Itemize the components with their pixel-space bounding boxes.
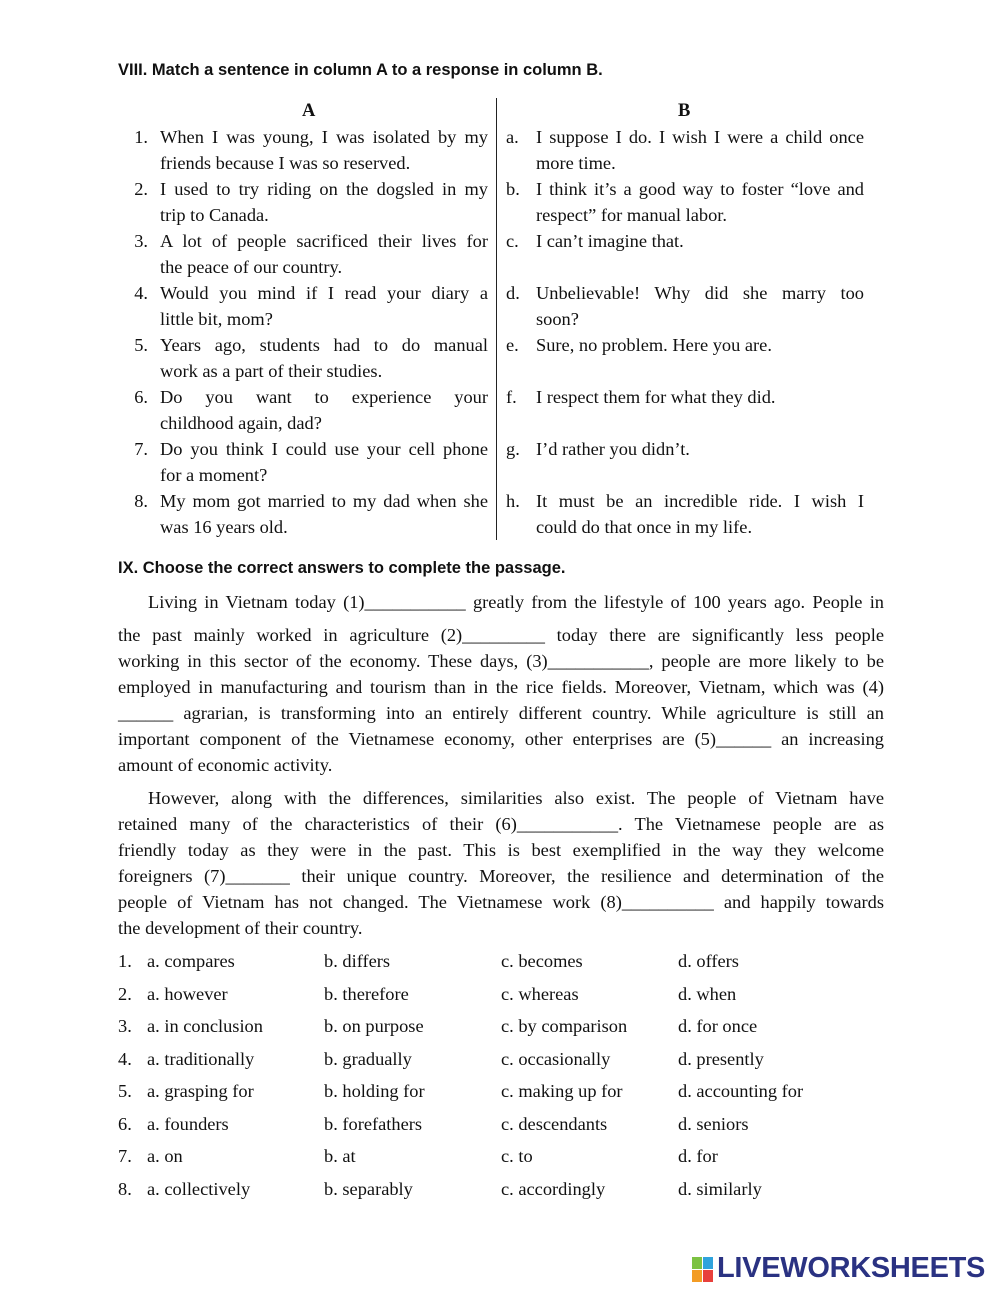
answer-option-d[interactable]: d. presently — [678, 1049, 764, 1069]
passage-line: the past mainly worked in agriculture (2)_________ today there are significantly less people — [118, 625, 884, 645]
question-number: 5. — [118, 1081, 132, 1101]
passage-line: foreigners (7)_______ their unique country. Moreover, the resilience and determination of the — [118, 866, 884, 886]
answer-option-a[interactable]: a. compares — [147, 951, 235, 971]
column-a-sentence-line: When I was young, I was isolated by my — [160, 127, 488, 147]
column-a-number: 3. — [134, 231, 148, 251]
passage-paragraph-1 — [118, 589, 884, 778]
question-number: 7. — [118, 1146, 132, 1166]
answer-option-b[interactable]: b. forefathers — [324, 1114, 423, 1134]
column-a-sentence-line: friends because I was so reserved. — [160, 153, 411, 173]
column-a-sentence-line: work as a part of their studies. — [160, 361, 383, 381]
column-a-sentence-line: Would you mind if I read your diary a — [160, 283, 488, 303]
answer-option-b[interactable]: b. therefore — [324, 984, 409, 1004]
column-a-sentence-line: My mom got married to my dad when she — [160, 491, 488, 511]
answer-option-c[interactable]: c. occasionally — [501, 1049, 611, 1069]
column-a-sentence-line: Do you want to experience your — [160, 387, 488, 407]
answer-option-b[interactable]: b. holding for — [324, 1081, 425, 1101]
column-b-letter: h. — [506, 491, 520, 511]
answer-option-b[interactable]: b. gradually — [324, 1049, 412, 1069]
question-number: 2. — [118, 984, 132, 1004]
column-b-response-line: I respect them for what they did. — [536, 387, 776, 407]
column-a-sentence-line: for a moment? — [160, 465, 268, 485]
column-b-response-line: could do that once in my life. — [536, 517, 753, 537]
answer-option-c[interactable]: c. to — [501, 1146, 533, 1166]
answer-option-a[interactable]: a. traditionally — [147, 1049, 255, 1069]
column-b-response-line: I can’t imagine that. — [536, 231, 684, 251]
column-a-sentence-line: trip to Canada. — [160, 205, 269, 225]
answer-option-c[interactable]: c. accordingly — [501, 1179, 606, 1199]
column-b-response-line: I’d rather you didn’t. — [536, 439, 690, 459]
answer-option-c[interactable]: c. whereas — [501, 984, 579, 1004]
answer-option-d[interactable]: d. for — [678, 1146, 718, 1166]
answer-option-d[interactable]: d. seniors — [678, 1114, 749, 1134]
answer-option-a[interactable]: a. however — [147, 984, 228, 1004]
answer-option-c[interactable]: c. making up for — [501, 1081, 623, 1101]
passage-line: important component of the Vietnamese economy, other enterprises are (5)______ an increasing — [118, 729, 884, 749]
question-number: 1. — [118, 951, 132, 971]
column-a-number: 1. — [134, 127, 148, 147]
passage-line: However, along with the differences, similarities also exist. The people of Vietnam have — [148, 788, 884, 808]
passage-line: friendly today as they were in the past. This is best exemplified in the way they welcome — [118, 840, 884, 860]
column-a-sentence-line: childhood again, dad? — [160, 413, 322, 433]
column-b-letter: d. — [506, 283, 520, 303]
passage-line: Living in Vietnam today (1)___________ greatly from the lifestyle of 100 years ago. People in — [148, 592, 884, 612]
column-a-number: 4. — [134, 283, 148, 303]
section-9-heading: IX. Choose the correct answers to complete the passage. — [118, 559, 566, 577]
passage-paragraph-2 — [118, 785, 884, 941]
column-b-response-line: Unbelievable! Why did she marry too — [536, 283, 864, 303]
passage-line: people of Vietnam has not changed. The Vietnamese work (8)__________ and happily towards — [118, 892, 884, 912]
column-b-letter: c. — [506, 231, 519, 251]
passage-line: working in this sector of the economy. These days, (3)___________, people are more likely to be — [118, 651, 884, 671]
passage-line: employed in manufacturing and tourism than in the rice fields. Moreover, Vietnam, which was (4) — [118, 677, 884, 697]
column-a-sentence-line: Years ago, students had to do manual — [160, 335, 488, 355]
column-b-letter: a. — [506, 127, 519, 147]
passage-line: amount of economic activity. — [118, 755, 333, 775]
answer-option-b[interactable]: b. on purpose — [324, 1016, 424, 1036]
passage-line: the development of their country. — [118, 918, 363, 938]
column-a-number: 8. — [134, 491, 148, 511]
answer-option-a[interactable]: a. founders — [147, 1114, 229, 1134]
column-a-sentence-line: little bit, mom? — [160, 309, 273, 329]
column-a-number: 7. — [134, 439, 148, 459]
answer-option-a[interactable]: a. grasping for — [147, 1081, 254, 1101]
column-divider — [496, 98, 497, 540]
question-number: 3. — [118, 1016, 132, 1036]
answer-option-a[interactable]: a. on — [147, 1146, 183, 1166]
liveworksheets-logo-icon — [692, 1257, 714, 1283]
column-b-response-line: I think it’s a good way to foster “love and — [536, 179, 864, 199]
answer-option-d[interactable]: d. for once — [678, 1016, 758, 1036]
answer-option-d[interactable]: d. accounting for — [678, 1081, 804, 1101]
column-b-response-line: soon? — [536, 309, 579, 329]
answer-option-a[interactable]: a. in conclusion — [147, 1016, 263, 1036]
answer-option-c[interactable]: c. becomes — [501, 951, 583, 971]
column-b-header: B — [678, 101, 691, 121]
column-a-sentence-line: the peace of our country. — [160, 257, 343, 277]
answer-option-d[interactable]: d. offers — [678, 951, 739, 971]
column-a-sentence-line: I used to try riding on the dogsled in my — [160, 179, 488, 199]
column-b-letter: f. — [506, 387, 517, 407]
passage-line: ______ agrarian, is transforming into an entirely different country. While agriculture is still an — [118, 703, 884, 723]
column-a-number: 5. — [134, 335, 148, 355]
column-b-letter: b. — [506, 179, 520, 199]
section-8-heading: VIII. Match a sentence in column A to a response in column B. — [118, 61, 603, 79]
column-b-response-line: Sure, no problem. Here you are. — [536, 335, 772, 355]
question-number: 8. — [118, 1179, 132, 1199]
answer-option-b[interactable]: b. differs — [324, 951, 391, 971]
answer-option-d[interactable]: d. similarly — [678, 1179, 762, 1199]
column-a-number: 2. — [134, 179, 148, 199]
answer-option-b[interactable]: b. at — [324, 1146, 356, 1166]
column-a-sentence-line: Do you think I could use your cell phone — [160, 439, 488, 459]
column-a-number: 6. — [134, 387, 148, 407]
liveworksheets-logo-text: LIVEWORKSHEETS — [717, 1252, 986, 1284]
column-a-sentence-line: was 16 years old. — [160, 517, 288, 537]
column-b-response-line: respect” for manual labor. — [536, 205, 727, 225]
column-b-response-line: It must be an incredible ride. I wish I — [536, 491, 864, 511]
column-b-response-line: I suppose I do. I wish I were a child once — [536, 127, 864, 147]
column-a-sentence-line: A lot of people sacrificed their lives for — [160, 231, 488, 251]
answer-option-d[interactable]: d. when — [678, 984, 737, 1004]
passage-line: retained many of the characteristics of their (6)___________. The Vietnamese people are as — [118, 814, 884, 834]
answer-option-c[interactable]: c. by comparison — [501, 1016, 628, 1036]
question-number: 6. — [118, 1114, 132, 1134]
column-b-letter: e. — [506, 335, 519, 355]
answer-option-b[interactable]: b. separably — [324, 1179, 413, 1199]
column-a-header: A — [302, 101, 316, 121]
column-b-letter: g. — [506, 439, 520, 459]
column-b-response-line: more time. — [536, 153, 616, 173]
question-number: 4. — [118, 1049, 132, 1069]
answer-option-a[interactable]: a. collectively — [147, 1179, 251, 1199]
answer-option-c[interactable]: c. descendants — [501, 1114, 608, 1134]
